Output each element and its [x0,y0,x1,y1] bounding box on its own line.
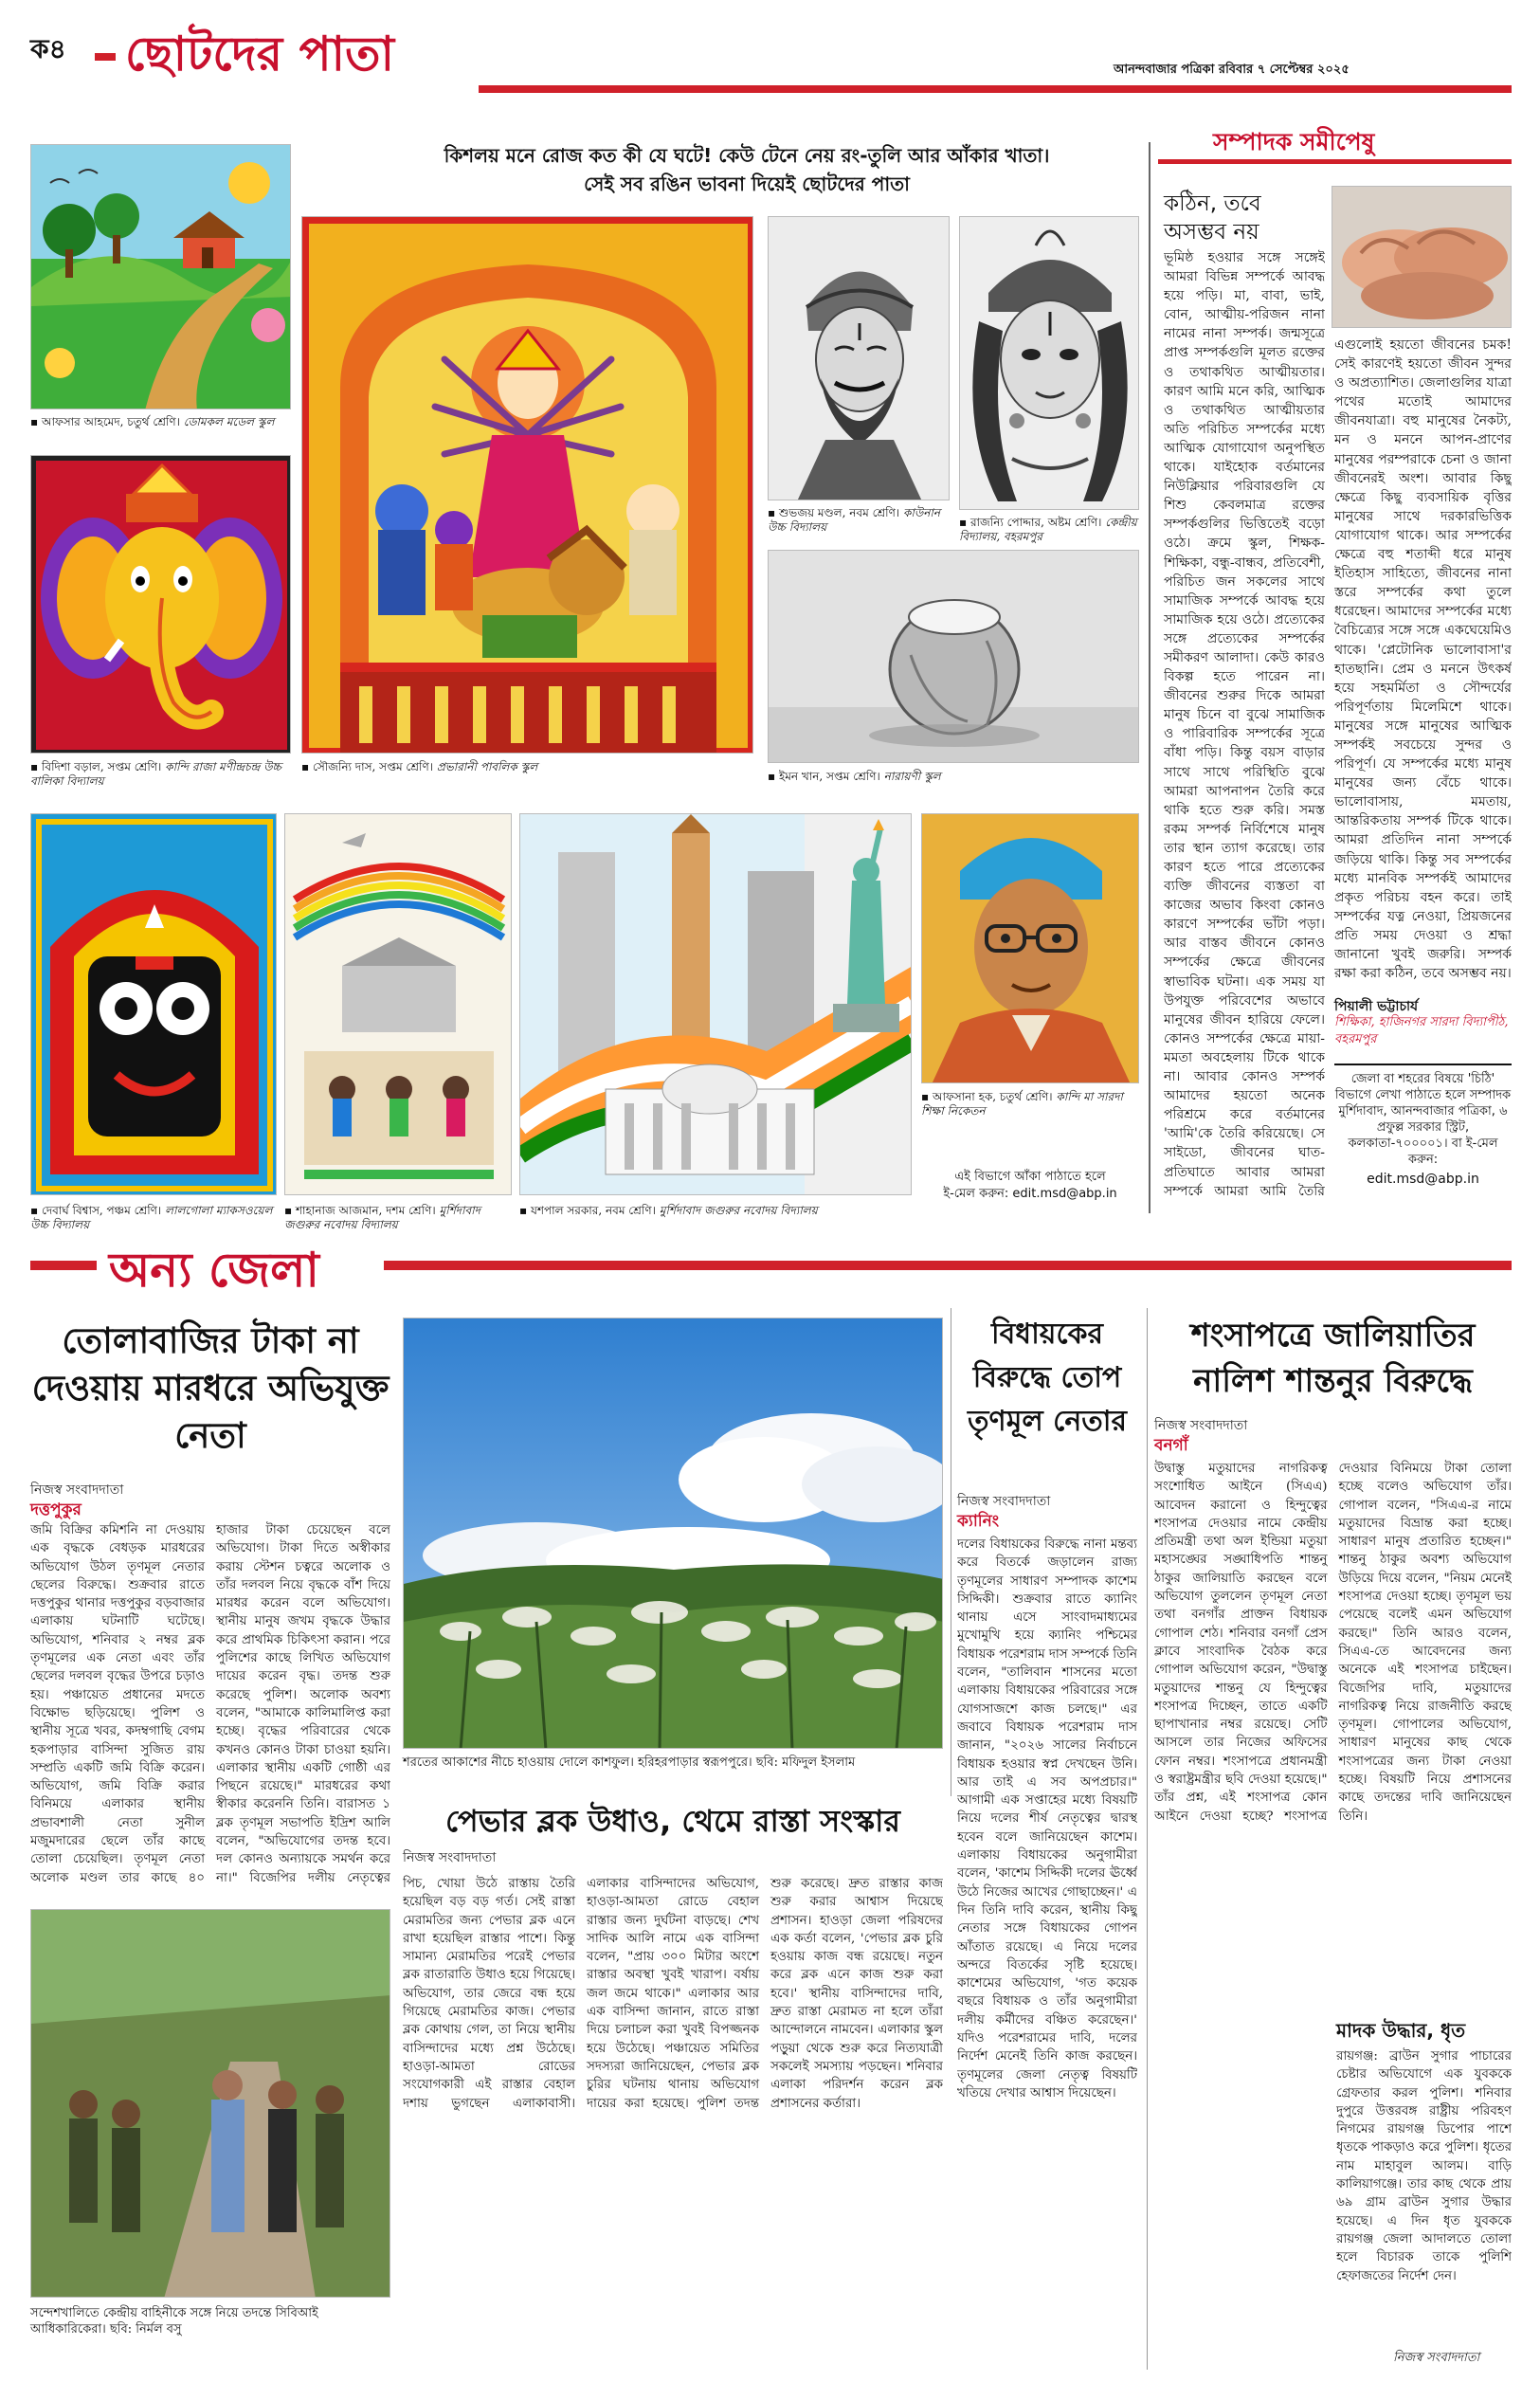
story3-divider [1147,1308,1148,2370]
drawing-krishna [959,216,1139,510]
send-note-2: ই-মেল করুন: edit.msd@abp.in [943,1187,1117,1201]
editorial-title-1: কঠিন, তবে [1164,191,1261,216]
letters-email[interactable]: edit.msd@abp.in [1367,1172,1479,1187]
masthead-bar-left [95,53,116,61]
section-title: ছোটদের পাতা [125,27,395,82]
intro-line-1: কিশলয় মনে রোজ কত কী যে ঘটে! কেউ টেনে নেয় রং-তুলি আর আঁকার খাতা। [444,144,1050,167]
masthead-bar-right [479,85,1512,93]
send-note-1: এই বিভাগে আঁকা পাঠাতে হলে [954,1170,1106,1184]
banner-bar-right [384,1261,1512,1270]
drawing-caption-9: ▪ যশপাল সরকার, নবম শ্রেণি। মুর্শিদাবাদ জগুরুর নবোদয় বিদ্যালয় [519,1204,818,1217]
drawing-durga [301,216,753,754]
story2-byline: নিজস্ব সংবাদদাতা [957,1494,1051,1509]
story1-byline: নিজস্ব সংবাদদাতা [30,1482,124,1498]
cbi-caption: সন্দেশখালিতে কেন্দ্রীয় বাহিনীকে সঙ্গে নিয়ে তদন্তে সিবিআই আধিকারিকেরা। ছবি: নির্মল বসু [30,2306,318,2337]
letters-note-box [1334,1064,1512,1187]
editorial-body-right: এগুলোই হয়তো জীবনের চমক! সেই কারণেই হয়তো জীবন সুন্দর ও অপ্রত্যাশিত। জেলাগুলির যাত্রা পথের মতোই আমাদের জীবনযাত্রা। বহু মানুষের নৈকট্য, মন ও মননে আপন-প্রাণের মানুষের পরম্পরাকে চেনা ও জানা জীবনেরই অংশ। আবার কিছু ক্ষেত্রে কিছু ব্যবসায়িক বৃত্তির মানুষের সাথে দরকারভিত্তিক যোগাযোগ থাকে। আর সম্পর্কের ক্ষেত্রে বহু শতাব্দী ধরে মানুষ ইতিহাস সাহিত্যে, জীবনের নানা স্তরে সম্পর্কের কথা তুলে ধরেছেন। আমাদের সম্পর্কের মধ্যে বৈচিত্র্যের সঙ্গে সঙ্গে একঘেয়েমিও থাকে। 'প্লেটোনিক ভালোবাসা'র হাতছানি। প্রেম ও মননে উৎকর্ষ হয়ে সহমর্মিতা ও সৌন্দর্যের পরিপূর্ণতায় মিলেমিশে থাকে। মানুষের সঙ্গে মানুষের আত্মিক সম্পর্কই সবচেয়ে সুন্দর ও পরিপূর্ণ। যে সম্পর্কের মধ্যে মানুষ মানুষের জন্য বেঁচে থাকে। ভালোবাসায়, মমতায়, আন্তরিকতায় সম্পর্ক টিকে থাকে। আমরা প্রতিদিন নানা সম্পর্কে জড়িয়ে থাকি। কিন্তু সব সম্পর্কের মধ্যে মানবিক সম্পর্কই আমাদের প্রকৃত পরিচয় বহন করে। তাই সম্পর্কের যত্ন নেওয়া, প্রিয়জনের প্রতি সময় দেওয়া ও শ্রদ্ধা জানানো খুবই জরুরি। সম্পর্ক রক্ষা করা কঠিন, তবে অসম্ভব নয়। [1334,337,1512,982]
drawing-caption-8: ▪ শাহানাজ আজমান, দশম শ্রেণি। মুর্শিদাবাদ জগুরুর নবোদয় বিদ্যালয় [284,1204,480,1231]
drawing-jagannath [30,813,277,1195]
story3-byline: নিজস্ব সংবাদদাতা [1154,1418,1248,1433]
paper-date: আনন্দবাজার পত্রিকা রবিবার ৭ সেপ্টেম্বর ২০২৫ [1114,63,1350,77]
story1-body: জমি বিক্রির কমিশনি না দেওয়ায় এক বৃদ্ধকে বেধড়ক মারধরের অভিযোগ উঠল তৃণমূল নেতার ছেলের বিরুদ্ধে। শুক্রবার রাতে দত্তপুকুর থানার দত্তপুকুর বড়বাজার এলাকায় ঘটনাটি ঘটেছে। অভিযোগ, শনিবার ২ নম্বর ব্লক তৃণমূলের এক নেতা এবং তাঁর ছেলের দলবল বৃদ্ধের উপরে চড়াও হয়। পঞ্চায়েত প্রধানের মদতে বিক্ষোভ ছড়িয়েছে। পুলিশ ও স্থানীয় সূত্রে খবর, কদম্বগাছি বেগম হকপাড়ার বাসিন্দা সুজিত রায় সম্প্রতি একটি জমি বিক্রি করেন। অভিযোগ, জমি বিক্রি করার বিনিময়ে এলাকার স্থানীয় প্রভাবশালী নেতা সুনীল মজুমদারের ছেলে তাঁর কাছে তোলা চেয়েছিল। তৃণমূল নেতা অলোক মণ্ডল তার কাছে ৪০ হাজার টাকা চেয়েছেন বলে অভিযোগ। টাকা দিতে অস্বীকার করায় স্টেশন চত্বরে অলোক ও তাঁর দলবল নিয়ে বৃদ্ধকে বাঁশ দিয়ে মারধর করেন বলে অভিযোগ। স্থানীয় মানুষ জখম বৃদ্ধকে উদ্ধার করে প্রাথমিক চিকিৎসা করান। পরে পুলিশের কাছে লিখিত অভিযোগ দায়ের করেন বৃদ্ধ। তদন্ত শুরু করেছে পুলিশ। অলোক অবশ্য বলেন, "আমাকে কালিমালিপ্ত করা হচ্ছে। বৃদ্ধের পরিবারের থেকে কখনও কোনও টাকা চাওয়া হয়নি। এলাকার স্থানীয় একটি গোষ্ঠী এর পিছনে রয়েছে।" মারধরের কথা স্বীকার করেননি তিনি। বারাসত ১ ব্লক তৃণমূল সভাপতি ইদ্রিশ আলি বলেন, "অভিযোগের তদন্ত হবে। দল কোনও অন্যায়কে সমর্থন করে না।" বিজেপির দলীয় নেতৃত্বের [30,1523,390,1885]
story3-sub-byline: নিজস্ব সংবাদদাতা [1393,2351,1480,2365]
story3-headline: শংসাপত্রে জালিয়াতির নালিশ শান্তনুর বিরুদ্ধে [1190,1317,1476,1400]
drawing-caption-5: ▪ রাজন্যি পোদ্দার, অষ্টম শ্রেণি। কেন্দ্রীয় বিদ্যালয়, বহরমপুর [959,516,1137,543]
drawing-caption-10: ▪ আফসানা হক, চতুর্থ শ্রেণি। কান্দি মা সারদা শিক্ষা নিকেতন [921,1090,1123,1118]
drawing-caption-4: ▪ শুভজয় মণ্ডল, নবম শ্রেণি। কাউনান উচ্চ বিদ্যালয় [768,506,941,534]
story2-body: দলের বিধায়কের বিরুদ্ধে নানা মন্তব্য করে বিতর্কে জড়ালেন রাজ্য তৃণমূলের সাধারণ সম্পাদক কাশেম সিদ্দিকী। শুক্রবার রাতে ক্যানিং থানায় এসে সাংবাদমাধ্যমের মুখোমুখি হয়ে ক্যানিং পশ্চিমের বিধায়ক পরেশরাম দাস সম্পর্কে তিনি বলেন, "তালিবান শাসনের মতো এলাকায় বিধায়কের পরিবারের সঙ্গে যোগসাজশে কাজ চলছে।" এর জবাবে বিধায়ক পরেশরাম দাস জানান, "২০২৬ সালের নির্বাচনে বিধায়ক হওয়ার স্বপ্ন দেখছেন উনি। আর তাই এ সব অপপ্রচার।" আগামী এক সপ্তাহের মধ্যে বিষয়টি নিয়ে দলের শীর্ষ নেতৃত্বের দ্বারস্থ হবেন বলে জানিয়েছেন কাশেম। এলাকায় বিধায়কের অনুগামীরা বলেন, 'কাশেম সিদ্দিকী দলের ঊর্ধ্বে উঠে নিজের আখের গোছাচ্ছেন।' এ দিন তিনি দাবি করেন, স্থানীয় কিছু নেতার সঙ্গে বিধায়কের গোপন আঁতাত রয়েছে। এ নিয়ে দলের অন্দরে বিতর্কের সৃষ্টি হয়েছে। কাশেমের অভিযোগ, 'গত কয়েক বছরে বিধায়ক ও তাঁর অনুগামীরা দলীয় কর্মীদের বঞ্চিত করেছেন।' যদিও পরেশরামের দাবি, দলের নির্দেশ মেনেই তিনি কাজ করছেন। তৃণমূলের জেলা নেতৃত্ব বিষয়টি খতিয়ে দেখার আশ্বাস দিয়েছেন। [957,1537,1137,2100]
story2-place: ক্যানিং [957,1512,1000,1531]
story4-byline: নিজস্ব সংবাদদাতা [403,1850,497,1865]
story1-headline: তোলাবাজির টাকা না দেওয়ায় মারধরে অভিযুক্ত নেতা [31,1320,390,1456]
story3-body: উদ্বাস্তু মতুয়াদের নাগরিকত্ব সংশোধিত আইনে (সিএএ) আবেদন করানো ও হিন্দুত্বের শংসাপত্র দেওয়ার নামে কেন্দ্রীয় প্রতিমন্ত্রী তথা অল ইন্ডিয়া মতুয়া মহাসঙ্ঘের সঙ্ঘাধিপতি শান্তনু ঠাকুর জালিয়াতি করছেন বলে অভিযোগ তুললেন তৃণমূল নেতা তথা বনগাঁর প্রাক্তন বিধায়ক গোপাল শেঠ। শনিবার বনগাঁ প্রেস ক্লাবে সাংবাদিক বৈঠক করে গোপাল অভিযোগ করেন, "উদ্বাস্তু মতুয়াদের শান্তনু যে হিন্দুত্বের শংসাপত্র দিচ্ছেন, তাতে একটি ছাপাখানার নম্বর রয়েছে। সেটি আসলে তার নিজের অফিসের ফোন নম্বর। শংসাপত্রে প্রধানমন্ত্রী ও স্বরাষ্ট্রমন্ত্রীর ছবি দেওয়া হয়েছে।" তাঁর প্রশ্ন, এই শংসাপত্র কোন আইনে দেওয়া হচ্ছে? শংসাপত্র দেওয়ার বিনিময়ে টাকা তোলা হচ্ছে বলেও অভিযোগ তাঁর। গোপাল বলেন, "সিএএ-র নামে মতুয়াদের বিভ্রান্ত করা হচ্ছে। সাধারণ মানুষ প্রতারিত হচ্ছেন।" শান্তনু ঠাকুর অবশ্য অভিযোগ উড়িয়ে দিয়ে বলেন, "নিয়ম মেনেই শংসাপত্র দেওয়া হচ্ছে। তৃণমূল ভয় পেয়েছে বলেই এমন অভিযোগ করছে।" তিনি আরও বলেন, সিএএ-তে আবেদনের জন্য অনেকে এই শংসাপত্র চাইছেন। বিজেপির দাবি, মতুয়াদের নাগরিকত্ব নিয়ে রাজনীতি করছে তৃণমূল। গোপালের অভিযোগ, সাধারণ মানুষের কাছ থেকে শংসাপত্রের জন্য টাকা নেওয়া হচ্ছে। বিষয়টি নিয়ে প্রশাসনের কাছে তদন্তের দাবি জানিয়েছেন তিনি। [1154,1462,1512,1824]
editorial-author: পিয়ালী ভট্টাচার্য [1334,999,1419,1014]
story2-headline: বিধায়কের বিরুদ্ধে তোপ তৃণমূল নেতার [968,1318,1127,1438]
drawing-caption-1: ▪ আফসার আহমেদ, চতুর্থ শ্রেণি। ডোমকল মডেল স্কুল [30,415,275,428]
drawing-portrait [921,813,1139,1083]
kash-caption: শরতের আকাশের নীচে হাওয়ায় দোলে কাশফুল। হরিহরপাড়ার স্বরূপপুরে। ছবি: মফিদুল ইসলাম [403,1755,856,1770]
intro-line-2: সেই সব রঙিন ভাবনা দিয়েই ছোটদের পাতা [584,173,910,195]
story4-headline: পেভার ব্লক উধাও, থেমে রাস্তা সংস্কার [444,1803,901,1839]
editorial-divider [1149,142,1150,1213]
drawing-shivaji [768,216,950,500]
story3-sub-headline: মাদক উদ্ধার, ধৃত [1336,2019,1466,2042]
banner-bar-left [30,1261,97,1270]
drawing-caption-2: ▪ বিদিশা বড়াল, সপ্তম শ্রেণি। কান্দি রাজা মণীন্দ্রচন্দ্র উচ্চ বালিকা বিদ্যালয় [30,760,282,788]
story3-sub-body: রায়গঞ্জ: ব্রাউন সুগার পাচারের চেষ্টার অভিযোগে এক যুবককে গ্রেফতার করল পুলিশ। শনিবার দুপুরে উত্তরবঙ্গ রাষ্ট্রীয় পরিবহণ নিগমের রায়গঞ্জ ডিপোর পাশে ধৃতকে পাকড়াও করে পুলিশ। ধৃতের নাম মাহাবুল আলম। বাড়ি কালিয়াগঞ্জে। তার কাছ থেকে প্রায় ৬৯ গ্রাম ব্রাউন সুগার উদ্ধার হয়েছে। এ দিন ধৃত যুবককে রায়গঞ্জ জেলা আদালতে তোলা হলে বিচারক তাকে পুলিশি হেফাজতের নির্দেশ দেন। [1336,2049,1512,2283]
editorial-bar [1158,159,1512,164]
page-number: ক৪ [30,33,66,64]
drawing-caption-6: ▪ ইমন খান, সপ্তম শ্রেণি। নারায়ণী স্কুল [768,770,941,783]
editorial-title-2: অসম্ভব নয় [1164,220,1259,245]
drawing-monuments [519,813,912,1195]
editorial-author-detail: শিক্ষিকা, হাজিনগর সারদা বিদ্যাপীঠ, বহরমপুর [1334,1015,1509,1046]
letters-note: জেলা বা শহরের বিষয়ে 'চিঠি' বিভাগে লেখা পাঠাতে হলে সম্পাদক মুর্শিদাবাদ, আনন্দবাজার পত্রিকা, ৬ প্রফুল্ল সরকার স্ট্রিট, কলকাতা-৭০০০০১। বা ই-মেল করুন: [1334,1072,1512,1167]
drawing-collage [284,813,512,1195]
hands-photo [1332,186,1512,328]
drawing-caption-7: ▪ দেবার্ঘ বিশ্বাস, পঞ্চম শ্রেণি। লালগোলা ম্যাকসওয়েল উচ্চ বিদ্যালয় [30,1204,273,1231]
drawing-caption-3: ▪ সৌজন্যি দাস, সপ্তম শ্রেণি। প্রভারানী পাবলিক স্কুল [301,760,538,773]
editorial-section: সম্পাদক সমীপেষু [1213,128,1375,155]
kash-photo [403,1318,943,1749]
drawing-coconut [768,550,1139,763]
story3-place: বনগাঁ [1154,1436,1188,1455]
cbi-photo [30,1909,390,2298]
editorial-body-left: ভূমিষ্ঠ হওয়ার সঙ্গে সঙ্গেই আমরা বিভিন্ন সম্পর্কে আবদ্ধ হয়ে পড়ি। মা, বাবা, ভাই, বোন, আত্মীয়-পরিজন নানা নামের নানা সম্পর্ক। জন্মসূত্রে প্রাপ্ত সম্পর্কগুলি মূলত রক্তের ও তথাকথিত আত্মীয়তার। কারণ আমি মনে করি, আত্মিক ও তথাকথিত আত্মীয়তার অতি পরিচিত সম্পর্কের মধ্যে আত্মিক যোগাযোগ অনুপস্থিত থাকে। যাইহোক বর্তমানের নিউক্লিয়ার পরিবারগুলি যে শিশু কেবলমাত্র রক্তের সম্পর্কগুলির ভিত্তিতেই বড়ো ওঠে। ক্রমে স্কুল, শিক্ষক-শিক্ষিকা, বন্ধু-বান্ধব, প্রতিবেশী, পরিচিত জন সকলের সাথে সামাজিক সম্পর্কে আবদ্ধ হয়ে সামাজিক হয়ে ওঠে। প্রত্যেকের সঙ্গে প্রত্যেকের সম্পর্কের সমীকরণ আলাদা। কেউ কারও বিকল্প হতে পারেন না। জীবনের শুরুর দিকে আমরা মানুষ চিনে বা বুঝে সামাজিক ও পারিবারিক সম্পর্কের সূত্রে বাঁধা পড়ি। কিন্তু বয়স বাড়ার সাথে সাথে পরিস্থিতি বুঝে আমরা আপনাপন তৈরি করে থাকি হতে শুরু করি। সমস্ত রকম সম্পর্ক নির্বিশেষে মানুষ তার স্থান ত্যাগ করেছে। তার কারণ হতে পারে প্রত্যেকের ব্যক্তি জীবনের ব্যস্ততা বা কাজের অভাব কিংবা কোনও কারণে সম্পর্কের ভাঁটা পড়া। আর বাস্তব জীবনে কোনও সম্পর্কের ক্ষেত্রে জীবনের স্বাভাবিক ঘটনা। এক সময় যা উপযুক্ত পরিবেশের অভাবে মানুষের জীবন হারিয়ে ফেলে। কোনও সম্পর্কের ক্ষেত্রে মায়া-মমতা অবহেলায় টিকে থাকে না। আবার কোনও সম্পর্ক আমাদের হয়তো অনেক পরিশ্রমে করে বর্তমানের 'আমি'কে তৈরি করিয়েছে। সে সাইডো, জীবনের ঘাত-প্রতিঘাতে আবার আমরা সম্পর্কে আমরা আমি তৈরি [1164,250,1325,1198]
story1-place: দত্তপুকুর [30,1500,82,1519]
drawing-landscape [30,144,291,409]
story4-body: পিচ, খোয়া উঠে রাস্তায় তৈরি হয়েছিল বড় বড় গর্ত। সেই রাস্তা মেরামতির জন্য পেভার ব্লক এনে রাখা হয়েছিল রাস্তার পাশে। কিন্তু সামান্য মেরামতির পরেই পেভার ব্লক রাতারাতি উধাও হয়ে গিয়েছে। অভিযোগ, তার জেরে বন্ধ হয়ে গিয়েছে মেরামতির কাজ। পেভার ব্লক কোথায় গেল, তা নিয়ে স্থানীয় বাসিন্দাদের মধ্যে প্রশ্ন উঠেছে। হাওড়া-আমতা রোডের সংযোগকারী এই রাস্তার বেহাল দশায় ভুগছেন এলাকাবাসী। এলাকার বাসিন্দাদের অভিযোগ, হাওড়া-আমতা রোডে বেহাল রাস্তার জন্য দুর্ঘটনা বাড়ছে। শেখ সাদিক আলি নামে এক বাসিন্দা বলেন, "প্রায় ৩০০ মিটার অংশে রাস্তার অবস্থা খুবই খারাপ। বর্ষায় জল জমে থাকে।" এলাকার আর এক বাসিন্দা জানান, রাতে রাস্তা দিয়ে চলাচল করা খুবই বিপজ্জনক হয়ে উঠেছে। পঞ্চায়েত সমিতির সদস্যরা জানিয়েছেন, পেভার ব্লক চুরির ঘটনায় থানায় অভিযোগ দায়ের করা হয়েছে। পুলিশ তদন্ত শুরু করেছে। দ্রুত রাস্তার কাজ শুরু করার আশ্বাস দিয়েছে প্রশাসন। হাওড়া জেলা পরিষদের এক কর্তা বলেন, 'পেভার ব্লক চুরি হওয়ায় কাজ বন্ধ রয়েছে। নতুন করে ব্লক এনে কাজ শুরু করা হবে।' স্থানীয় বাসিন্দাদের দাবি, দ্রুত রাস্তা মেরামত না হলে তাঁরা আন্দোলনে নামবেন। এলাকার স্কুল পড়ুয়া থেকে শুরু করে নিত্যযাত্রী সকলেই সমস্যায় পড়ছেন। শনিবার এলাকা পরিদর্শন করেন ব্লক প্রশাসনের কর্তারা। [403,1877,943,2111]
drawing-ganesh [30,455,291,754]
banner-title: অন্য জেলা [109,1243,319,1298]
